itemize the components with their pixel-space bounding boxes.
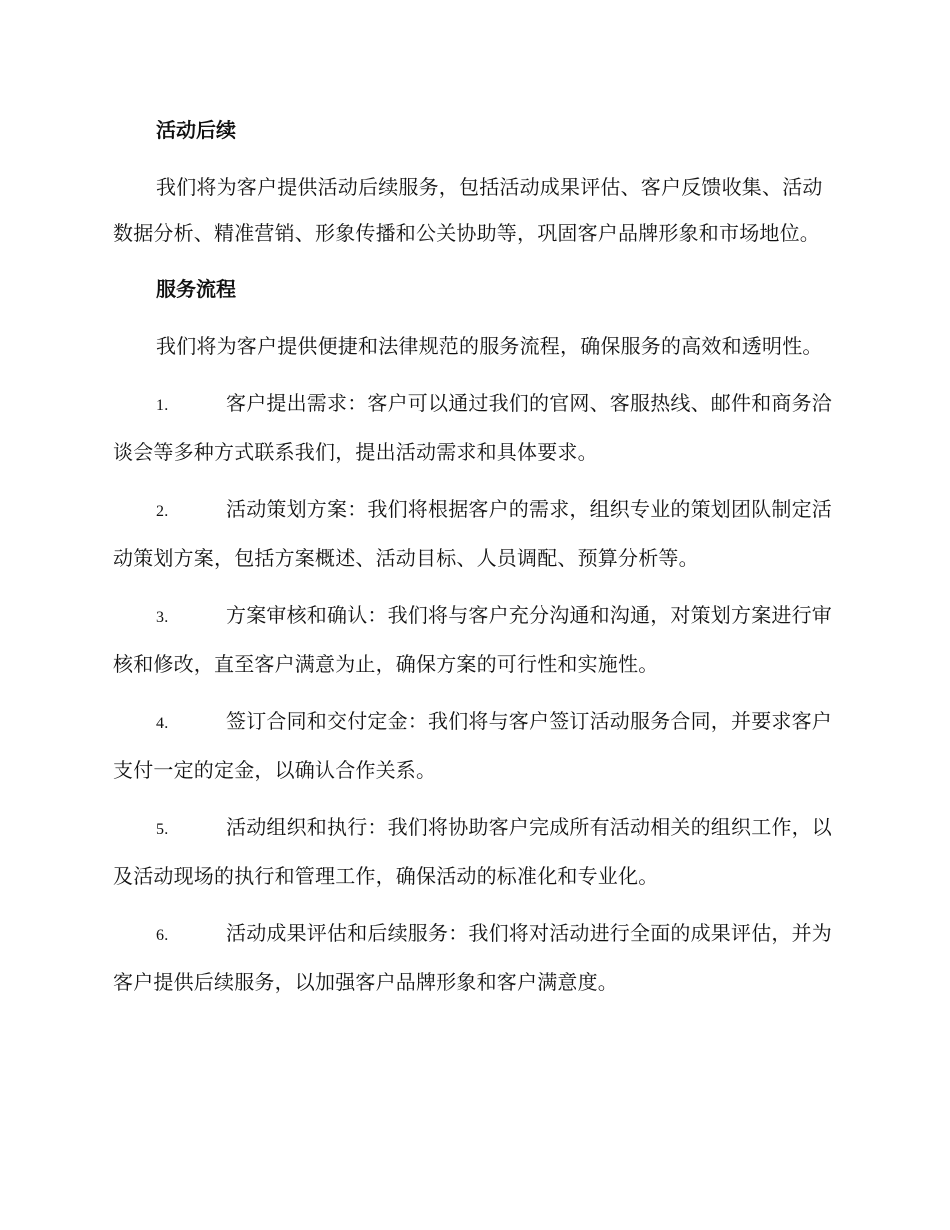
list-item [113,698,838,793]
list-item [113,486,838,581]
list-item-number: 1. [156,397,169,414]
list-item-number: 3. [156,609,169,626]
section-paragraph-service-process: 我们将为客户提供便捷和法律规范的服务流程，确保服务的高效和透明性。 [156,334,823,358]
list-item [113,592,838,687]
list-item [113,910,838,1005]
section-heading-follow-up: 活动后续 [156,118,236,142]
list-item [113,804,838,899]
section-heading-service-process: 服务流程 [156,277,236,301]
list-item-text: 活动组织和执行：我们将协助客户完成所有活动相关的组织工作，以及活动现场的执行和管理工作，确保活动的标准化和专业化。 [113,815,832,888]
list-item-number: 6. [156,927,169,944]
list-item-text: 签订合同和交付定金：我们将与客户签订活动服务合同，并要求客户支付一定的定金，以确认合作关系。 [113,709,832,782]
document-body [113,108,838,1016]
list-item-text: 方案审核和确认：我们将与客户充分沟通和沟通，对策划方案进行审核和修改，直至客户满意为止，确保方案的可行性和实施性。 [113,603,832,676]
list-item-text: 活动策划方案：我们将根据客户的需求，组织专业的策划团队制定活动策划方案，包括方案概述、活动目标、人员调配、预算分析等。 [113,497,832,570]
list-item-number: 4. [156,715,169,732]
list-item-text: 活动成果评估和后续服务：我们将对活动进行全面的成果评估，并为客户提供后续服务，以加强客户品牌形象和客户满意度。 [113,921,832,994]
list-item-text: 客户提出需求：客户可以通过我们的官网、客服热线、邮件和商务洽谈会等多种方式联系我们，提出活动需求和具体要求。 [113,391,832,464]
list-item [113,380,838,475]
section-paragraph-follow-up: 我们将为客户提供活动后续服务，包括活动成果评估、客户反馈收集、活动数据分析、精准营销、形象传播和公关协助等，巩固客户品牌形象和市场地位。 [113,175,823,245]
list-item-number: 5. [156,821,169,838]
list-item-number: 2. [156,503,169,520]
